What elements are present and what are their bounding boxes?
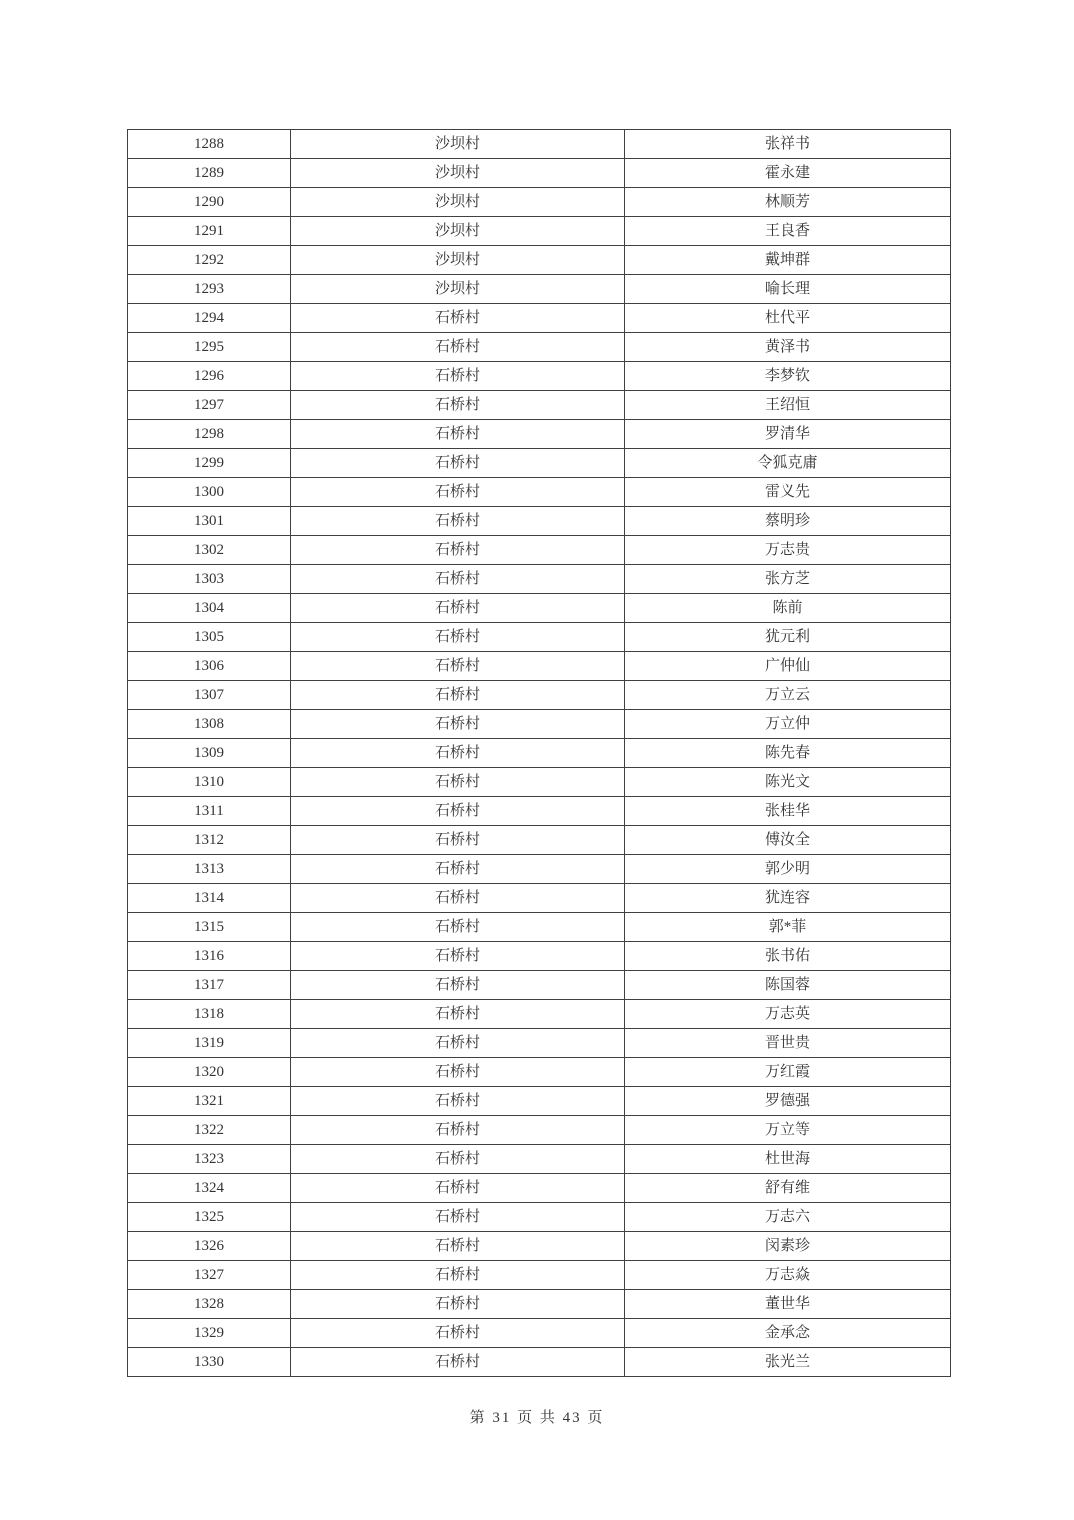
village-cell: 沙坝村: [291, 246, 625, 275]
roster-row: [128, 913, 951, 942]
serial-number-cell: 1311: [128, 797, 291, 826]
serial-number-cell: 1306: [128, 652, 291, 681]
village-cell: 石桥村: [291, 1087, 625, 1116]
roster-row: [128, 971, 951, 1000]
village-cell: 石桥村: [291, 1290, 625, 1319]
person-name-cell: 郭少明: [625, 855, 951, 884]
person-name-cell: 戴坤群: [625, 246, 951, 275]
roster-row: [128, 797, 951, 826]
serial-number-cell: 1291: [128, 217, 291, 246]
person-name-cell: 陈前: [625, 594, 951, 623]
roster-row: [128, 739, 951, 768]
village-cell: 石桥村: [291, 797, 625, 826]
person-name-cell: 犹连容: [625, 884, 951, 913]
person-name-cell: 喻长理: [625, 275, 951, 304]
person-name-cell: 罗清华: [625, 420, 951, 449]
person-name-cell: 张书佑: [625, 942, 951, 971]
village-cell: 石桥村: [291, 681, 625, 710]
serial-number-cell: 1328: [128, 1290, 291, 1319]
serial-number-cell: 1307: [128, 681, 291, 710]
person-name-cell: 万志英: [625, 1000, 951, 1029]
roster-row: [128, 652, 951, 681]
page-number-footer: 第 31 页 共 43 页: [469, 1410, 605, 1426]
serial-number-cell: 1318: [128, 1000, 291, 1029]
roster-row: [128, 1058, 951, 1087]
serial-number-cell: 1299: [128, 449, 291, 478]
person-name-cell: 张桂华: [625, 797, 951, 826]
person-name-cell: 杜代平: [625, 304, 951, 333]
serial-number-cell: 1315: [128, 913, 291, 942]
village-cell: 石桥村: [291, 1000, 625, 1029]
roster-row: [128, 710, 951, 739]
roster-row: [128, 130, 951, 159]
village-cell: 石桥村: [291, 1348, 625, 1377]
person-name-cell: 万立等: [625, 1116, 951, 1145]
serial-number-cell: 1330: [128, 1348, 291, 1377]
roster-row: [128, 536, 951, 565]
person-name-cell: 雷义先: [625, 478, 951, 507]
person-name-cell: 王绍恒: [625, 391, 951, 420]
serial-number-cell: 1323: [128, 1145, 291, 1174]
person-name-cell: 金承念: [625, 1319, 951, 1348]
person-name-cell: 张方芝: [625, 565, 951, 594]
person-name-cell: 陈国蓉: [625, 971, 951, 1000]
roster-row: [128, 1087, 951, 1116]
roster-row: [128, 391, 951, 420]
roster-row: [128, 1145, 951, 1174]
person-name-cell: 舒有维: [625, 1174, 951, 1203]
serial-number-cell: 1320: [128, 1058, 291, 1087]
roster-row: [128, 594, 951, 623]
village-cell: 沙坝村: [291, 188, 625, 217]
person-name-cell: 万志贵: [625, 536, 951, 565]
person-name-cell: 杜世海: [625, 1145, 951, 1174]
person-name-cell: 万立仲: [625, 710, 951, 739]
village-cell: 石桥村: [291, 536, 625, 565]
roster-row: [128, 623, 951, 652]
person-name-cell: 万红霞: [625, 1058, 951, 1087]
person-name-cell: 张光兰: [625, 1348, 951, 1377]
village-cell: 沙坝村: [291, 159, 625, 188]
roster-row: [128, 1174, 951, 1203]
person-name-cell: 王良香: [625, 217, 951, 246]
roster-table: [127, 129, 951, 1377]
village-cell: 石桥村: [291, 594, 625, 623]
serial-number-cell: 1322: [128, 1116, 291, 1145]
village-cell: 沙坝村: [291, 217, 625, 246]
village-cell: 石桥村: [291, 1319, 625, 1348]
person-name-cell: 犹元利: [625, 623, 951, 652]
village-cell: 石桥村: [291, 1058, 625, 1087]
village-cell: 石桥村: [291, 942, 625, 971]
village-cell: 石桥村: [291, 710, 625, 739]
person-name-cell: 张祥书: [625, 130, 951, 159]
serial-number-cell: 1325: [128, 1203, 291, 1232]
person-name-cell: 董世华: [625, 1290, 951, 1319]
serial-number-cell: 1303: [128, 565, 291, 594]
person-name-cell: 蔡明珍: [625, 507, 951, 536]
roster-row: [128, 420, 951, 449]
village-cell: 石桥村: [291, 391, 625, 420]
person-name-cell: 万立云: [625, 681, 951, 710]
village-cell: 石桥村: [291, 739, 625, 768]
roster-row: [128, 565, 951, 594]
village-cell: 石桥村: [291, 420, 625, 449]
serial-number-cell: 1288: [128, 130, 291, 159]
village-cell: 石桥村: [291, 304, 625, 333]
village-cell: 沙坝村: [291, 130, 625, 159]
serial-number-cell: 1292: [128, 246, 291, 275]
village-cell: 石桥村: [291, 362, 625, 391]
village-cell: 石桥村: [291, 478, 625, 507]
village-cell: 石桥村: [291, 1203, 625, 1232]
village-cell: 石桥村: [291, 652, 625, 681]
serial-number-cell: 1289: [128, 159, 291, 188]
village-cell: 石桥村: [291, 507, 625, 536]
village-cell: 石桥村: [291, 1029, 625, 1058]
serial-number-cell: 1302: [128, 536, 291, 565]
roster-row: [128, 275, 951, 304]
person-name-cell: 闵素珍: [625, 1232, 951, 1261]
serial-number-cell: 1309: [128, 739, 291, 768]
village-cell: 石桥村: [291, 1232, 625, 1261]
serial-number-cell: 1324: [128, 1174, 291, 1203]
roster-table-body: [128, 130, 951, 1377]
village-cell: 石桥村: [291, 565, 625, 594]
village-cell: 石桥村: [291, 1145, 625, 1174]
serial-number-cell: 1312: [128, 826, 291, 855]
roster-row: [128, 826, 951, 855]
roster-row: [128, 942, 951, 971]
serial-number-cell: 1310: [128, 768, 291, 797]
serial-number-cell: 1301: [128, 507, 291, 536]
serial-number-cell: 1304: [128, 594, 291, 623]
person-name-cell: 李梦钦: [625, 362, 951, 391]
roster-row: [128, 217, 951, 246]
village-cell: 石桥村: [291, 768, 625, 797]
roster-row: [128, 855, 951, 884]
roster-row: [128, 1232, 951, 1261]
village-cell: 沙坝村: [291, 275, 625, 304]
serial-number-cell: 1300: [128, 478, 291, 507]
roster-row: [128, 246, 951, 275]
person-name-cell: 万志焱: [625, 1261, 951, 1290]
roster-row: [128, 333, 951, 362]
roster-row: [128, 768, 951, 797]
village-cell: 石桥村: [291, 623, 625, 652]
serial-number-cell: 1327: [128, 1261, 291, 1290]
roster-row: [128, 1203, 951, 1232]
roster-row: [128, 188, 951, 217]
roster-row: [128, 478, 951, 507]
serial-number-cell: 1297: [128, 391, 291, 420]
village-cell: 石桥村: [291, 855, 625, 884]
serial-number-cell: 1290: [128, 188, 291, 217]
roster-row: [128, 1000, 951, 1029]
serial-number-cell: 1326: [128, 1232, 291, 1261]
serial-number-cell: 1313: [128, 855, 291, 884]
serial-number-cell: 1295: [128, 333, 291, 362]
roster-row: [128, 362, 951, 391]
person-name-cell: 霍永建: [625, 159, 951, 188]
village-cell: 石桥村: [291, 826, 625, 855]
roster-row: [128, 1029, 951, 1058]
roster-row: [128, 1290, 951, 1319]
village-cell: 石桥村: [291, 1261, 625, 1290]
person-name-cell: 罗德强: [625, 1087, 951, 1116]
roster-row: [128, 159, 951, 188]
serial-number-cell: 1329: [128, 1319, 291, 1348]
roster-row: [128, 884, 951, 913]
village-cell: 石桥村: [291, 913, 625, 942]
person-name-cell: 陈光文: [625, 768, 951, 797]
roster-row: [128, 304, 951, 333]
serial-number-cell: 1314: [128, 884, 291, 913]
person-name-cell: 黄泽书: [625, 333, 951, 362]
person-name-cell: 晋世贵: [625, 1029, 951, 1058]
serial-number-cell: 1293: [128, 275, 291, 304]
village-cell: 石桥村: [291, 1174, 625, 1203]
village-cell: 石桥村: [291, 1116, 625, 1145]
roster-row: [128, 1261, 951, 1290]
village-cell: 石桥村: [291, 333, 625, 362]
serial-number-cell: 1316: [128, 942, 291, 971]
roster-row: [128, 449, 951, 478]
serial-number-cell: 1305: [128, 623, 291, 652]
roster-row: [128, 1116, 951, 1145]
roster-row: [128, 507, 951, 536]
serial-number-cell: 1308: [128, 710, 291, 739]
roster-row: [128, 681, 951, 710]
village-cell: 石桥村: [291, 449, 625, 478]
roster-row: [128, 1348, 951, 1377]
serial-number-cell: 1298: [128, 420, 291, 449]
serial-number-cell: 1317: [128, 971, 291, 1000]
roster-row: [128, 1319, 951, 1348]
serial-number-cell: 1319: [128, 1029, 291, 1058]
village-cell: 石桥村: [291, 884, 625, 913]
person-name-cell: 万志六: [625, 1203, 951, 1232]
village-cell: 石桥村: [291, 971, 625, 1000]
person-name-cell: 陈先春: [625, 739, 951, 768]
person-name-cell: 傅汝全: [625, 826, 951, 855]
serial-number-cell: 1321: [128, 1087, 291, 1116]
person-name-cell: 令狐克庸: [625, 449, 951, 478]
serial-number-cell: 1294: [128, 304, 291, 333]
person-name-cell: 林顺芳: [625, 188, 951, 217]
serial-number-cell: 1296: [128, 362, 291, 391]
person-name-cell: 郭*菲: [625, 913, 951, 942]
person-name-cell: 广仲仙: [625, 652, 951, 681]
